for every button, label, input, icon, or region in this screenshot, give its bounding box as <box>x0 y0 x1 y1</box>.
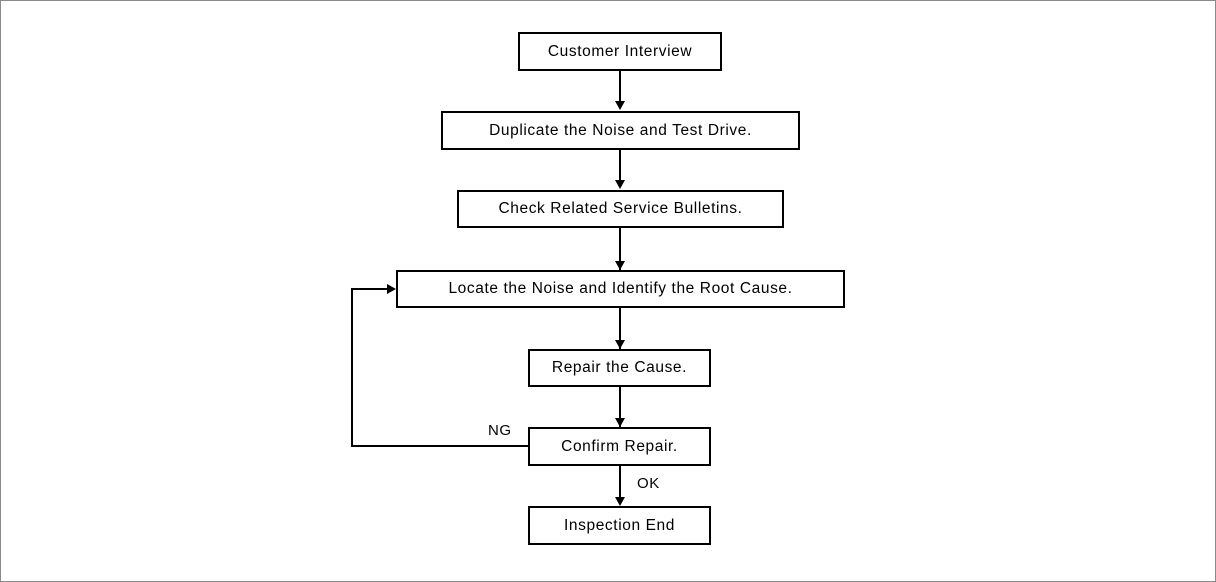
edge-label-ng: NG <box>488 422 512 439</box>
node-inspection-end[interactable] <box>528 506 711 545</box>
connector-ng-into-locate <box>351 288 389 290</box>
node-label: Check Related Service Bulletins. <box>498 200 743 217</box>
arrow-down-icon <box>615 261 625 270</box>
connector-ng-horizontal <box>351 445 528 447</box>
arrow-down-icon <box>615 497 625 506</box>
arrow-down-icon <box>615 418 625 427</box>
node-repair-cause[interactable] <box>528 349 711 387</box>
arrow-down-icon <box>615 340 625 349</box>
connector-duplicate-to-bulletins <box>619 150 621 181</box>
connector-ng-vertical <box>351 289 353 446</box>
arrow-down-icon <box>615 101 625 110</box>
node-customer-interview[interactable] <box>518 32 722 71</box>
node-duplicate-noise[interactable] <box>441 111 800 150</box>
node-label: Customer Interview <box>547 42 693 60</box>
node-label: Repair the Cause. <box>551 359 688 376</box>
node-confirm-repair[interactable] <box>528 427 711 466</box>
node-label: Locate the Noise and Identify the Root Cause. <box>448 280 793 297</box>
node-label: Duplicate the Noise and Test Drive. <box>489 121 752 139</box>
node-label: Inspection End <box>564 516 675 534</box>
arrow-right-icon <box>387 284 396 294</box>
node-label: Confirm Repair. <box>561 437 678 455</box>
connector-interview-to-duplicate <box>619 71 621 102</box>
arrow-down-icon <box>615 180 625 189</box>
node-check-bulletins[interactable] <box>457 190 784 228</box>
node-locate-noise[interactable] <box>396 270 845 308</box>
edge-label-ok: OK <box>637 475 660 492</box>
